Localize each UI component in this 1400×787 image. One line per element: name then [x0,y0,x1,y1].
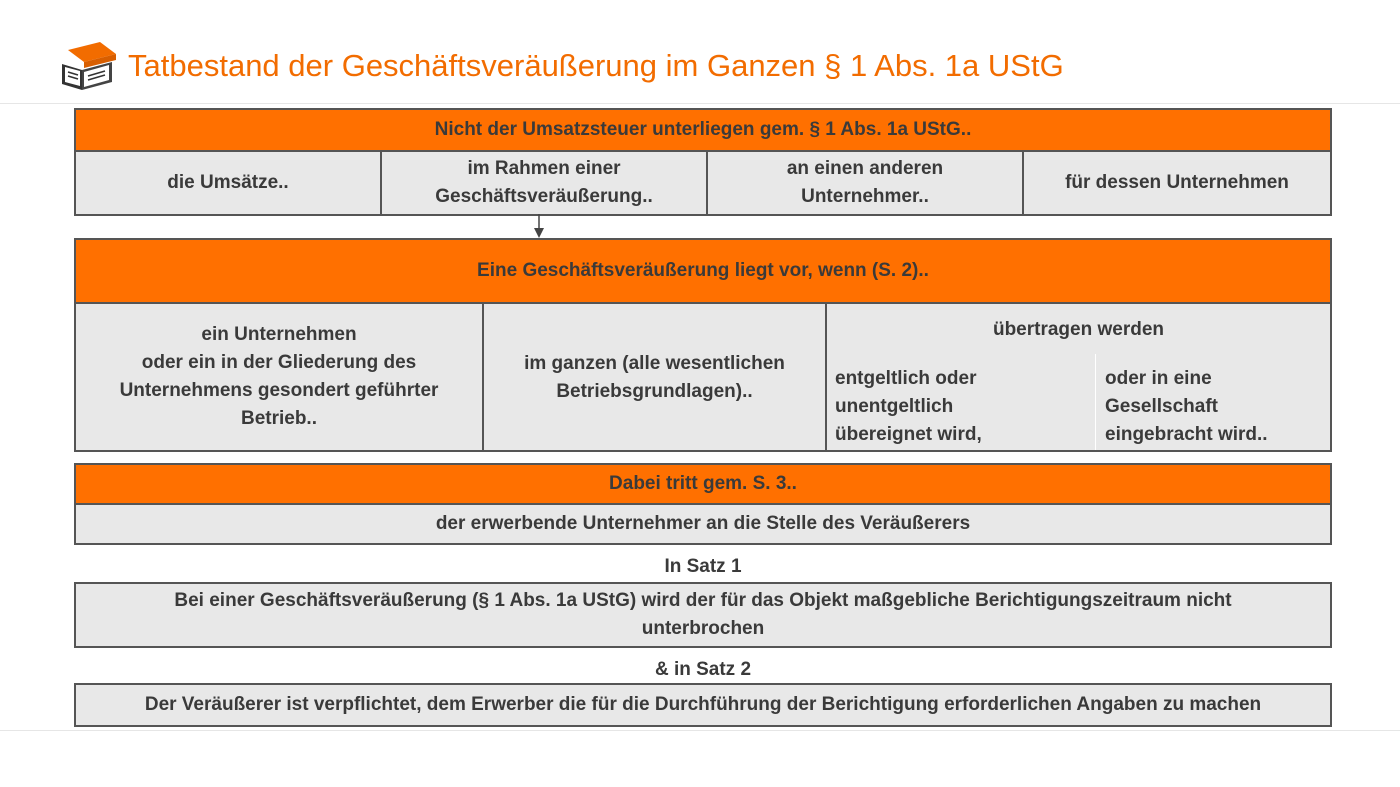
satz1-label: In Satz 1 [664,556,742,577]
section2-cell-unternehmen: ein Unternehmen oder ein in der Gliederung des Unternehmens gesondert geführter Betrieb.. [74,302,484,452]
satz1-body: Bei einer Geschäftsveräußerung (§ 1 Abs. 1a UStG) wird der für das Objekt maßgebliche Berichtigungszeitraum nicht unterbrochen [74,582,1332,648]
section1-cell-rahmen: im Rahmen einer Geschäftsveräußerung.. [380,150,708,216]
uebertragen-gesellschaft: oder in eine Gesellschaft eingebracht wird.. [1105,368,1268,445]
connector-arrow-icon [532,214,546,240]
section2-cell-uebertragen [825,302,1332,452]
book-graduation-cap-icon [60,40,120,96]
section3-body: der erwerbende Unternehmer an die Stelle des Veräußerers [74,503,1332,545]
satz2-body: Der Veräußerer ist verpflichtet, dem Erwerber die für die Durchführung der Berichtigung erforderlichen Angaben zu machen [74,683,1332,727]
section1-cell-unternehmen: für dessen Unternehmen [1022,150,1332,216]
section1-cell-unternehmer: an einen anderen Unternehmer.. [706,150,1024,216]
uebertragen-divider [1095,354,1096,450]
section1-header: Nicht der Umsatzsteuer unterliegen gem. § 1 Abs. 1a UStG.. [74,108,1332,152]
satz2-label: & in Satz 2 [654,659,752,680]
section1-cell-umsaetze: die Umsätze.. [74,150,382,216]
uebertragen-entgeltlich: entgeltlich oder unentgeltlich übereignet wird, [835,368,982,445]
section3-header: Dabei tritt gem. S. 3.. [74,463,1332,505]
section2-cell-im-ganzen: im ganzen (alle wesentlichen Betriebsgrundlagen).. [482,302,827,452]
footer-divider [0,730,1400,731]
section2-header: Eine Geschäftsveräußerung liegt vor, wenn (S. 2).. [74,238,1332,304]
header-divider [0,103,1400,104]
page-title: Tatbestand der Geschäftsveräußerung im Ganzen § 1 Abs. 1a UStG [128,48,1064,83]
uebertragen-label: übertragen werden [992,319,1165,340]
